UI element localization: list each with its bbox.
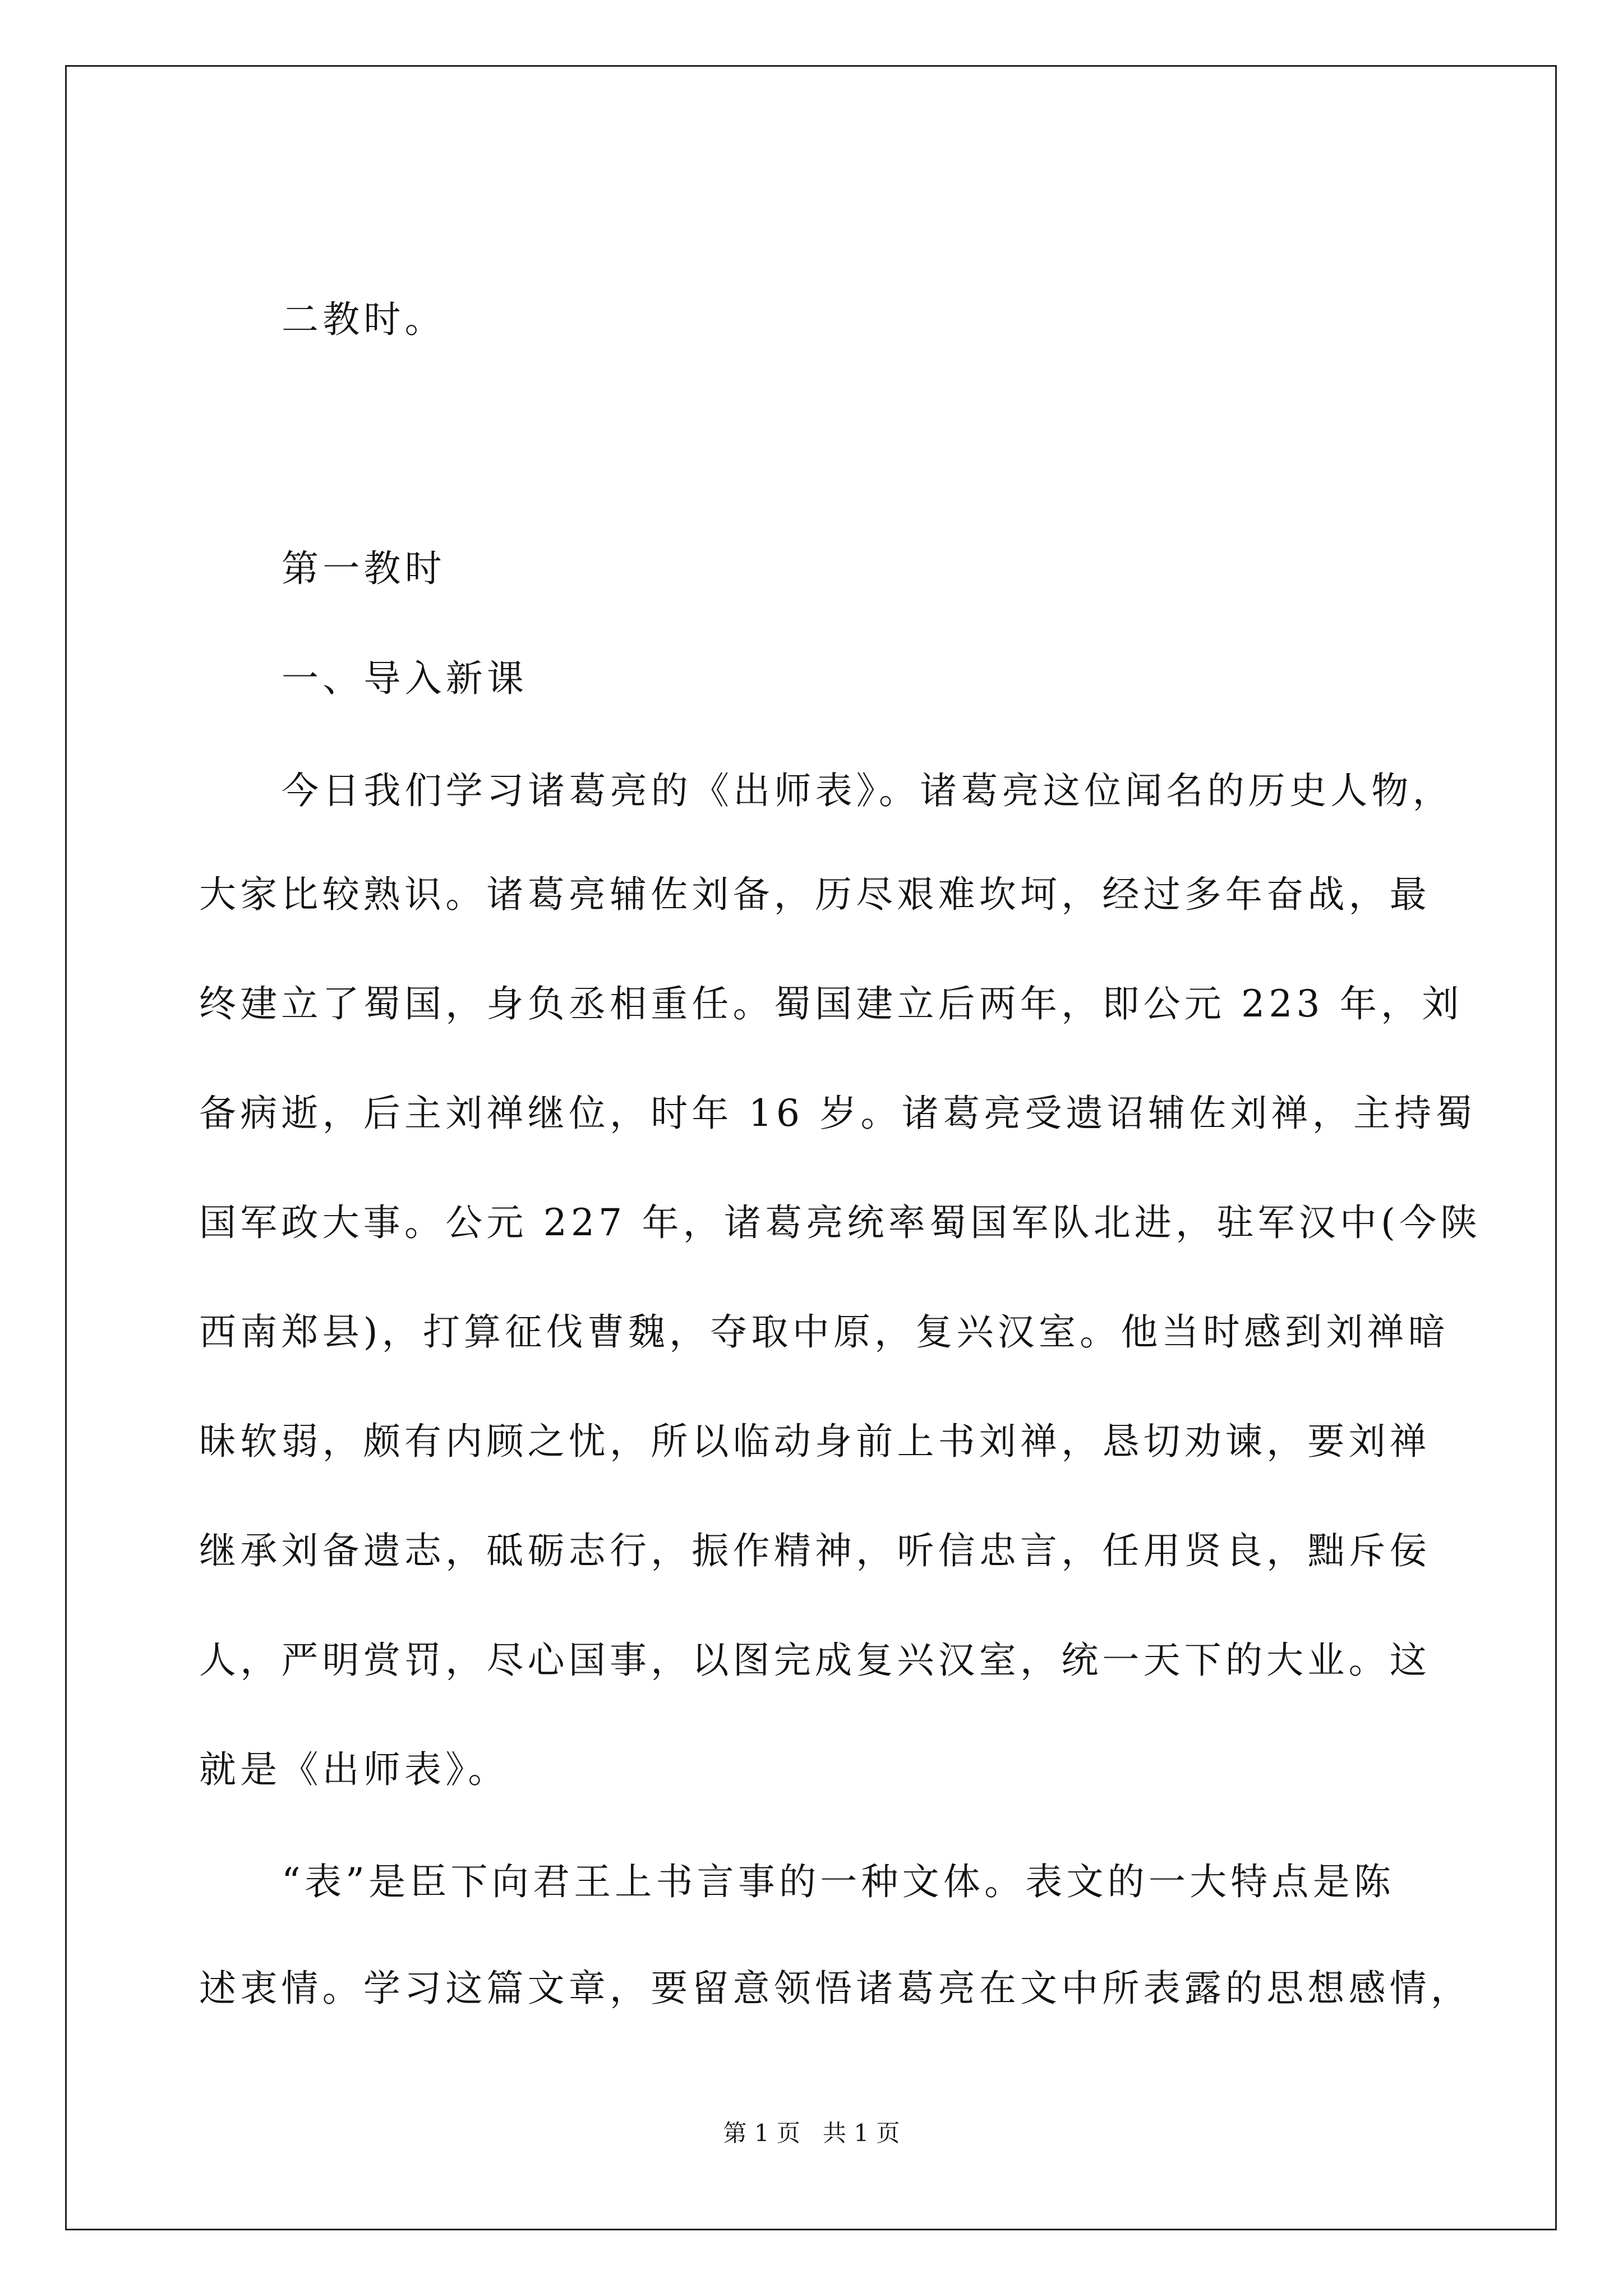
paragraph-line: 就是《出师表》。 bbox=[199, 1748, 509, 1791]
paragraph-line: 继承刘备遗志，砥砺志行，振作精神，听信忠言，任用贤良，黜斥佞 bbox=[199, 1529, 1431, 1572]
paragraph-line: 昧软弱，颇有内顾之忧，所以临动身前上书刘禅，恳切劝谏，要刘禅 bbox=[199, 1420, 1431, 1463]
paragraph-line: “表”是臣下向君王上书言事的一种文体。表文的一大特点是陈 bbox=[282, 1860, 1395, 1903]
paragraph-line: 人，严明赏罚，尽心国事，以图完成复兴汉室，统一天下的大业。这 bbox=[199, 1639, 1431, 1682]
paragraph-line: 今日我们学习诸葛亮的《出师表》。诸葛亮这位闻名的历史人物， bbox=[282, 769, 1454, 812]
paragraph-line: 西南郑县)，打算征伐曹魏，夺取中原，复兴汉室。他当时感到刘禅暗 bbox=[199, 1310, 1449, 1354]
paragraph-line: 国军政大事。公元 227 年，诸葛亮统率蜀国军队北进，驻军汉中(今陕 bbox=[199, 1201, 1482, 1244]
paragraph-line: 终建立了蜀国，身负丞相重任。蜀国建立后两年，即公元 223 年，刘 bbox=[199, 982, 1463, 1025]
paragraph-line: 备病逝，后主刘禅继位，时年 16 岁。诸葛亮受遗诏辅佐刘禅，主持蜀 bbox=[199, 1092, 1477, 1135]
section-heading: 一、导入新课 bbox=[282, 657, 528, 700]
paragraph-line: 述衷情。学习这篇文章，要留意领悟诸葛亮在文中所表露的思想感情， bbox=[199, 1967, 1472, 2010]
paragraph-line: 大家比较熟识。诸葛亮辅佐刘备，历尽艰难坎坷，经过多年奋战，最 bbox=[199, 873, 1431, 916]
section-heading: 第一教时 bbox=[282, 547, 446, 590]
page-number-footer: 第 1 页 共 1 页 bbox=[723, 2119, 900, 2147]
text-line: 二教时。 bbox=[282, 298, 446, 341]
